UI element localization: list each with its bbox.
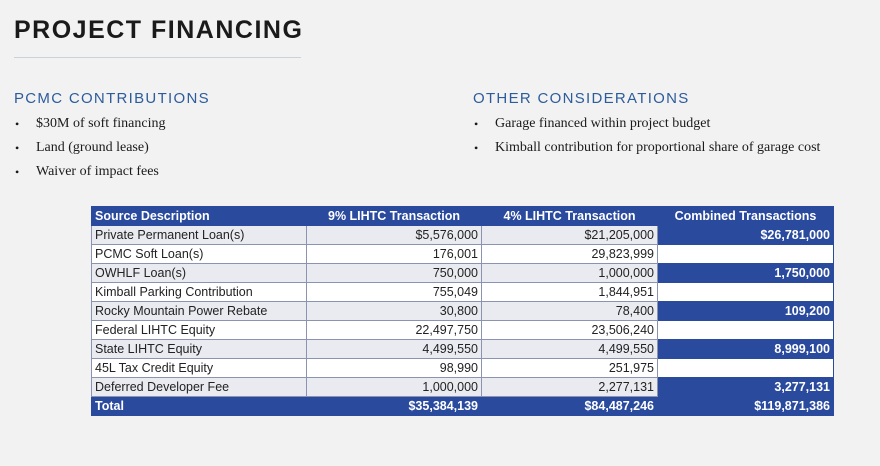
other-considerations-list [473, 112, 820, 160]
page-title: PROJECT FINANCING [14, 16, 304, 44]
total-9pct: $35,384,139 [307, 397, 482, 416]
bullet-text: Waiver of impact fees [36, 164, 159, 179]
bullet-icon: • [474, 117, 479, 131]
header-4pct-lihtc: 4% LIHTC Transaction [482, 207, 658, 226]
list-item [473, 112, 820, 136]
cell-combined: 46,003,990 [658, 321, 834, 340]
cell-4pct: 29,823,999 [482, 245, 658, 264]
pcmc-contributions-list [14, 112, 165, 184]
table-row [92, 245, 834, 264]
bullet-text: $30M of soft financing [36, 116, 166, 131]
row-label: State LIHTC Equity [92, 340, 307, 359]
table-row [92, 340, 834, 359]
cell-4pct: 4,499,550 [482, 340, 658, 359]
title-divider [14, 57, 301, 58]
bullet-text: Garage financed within project budget [495, 116, 711, 131]
cell-combined: 350,965 [658, 359, 834, 378]
cell-combined: 1,750,000 [658, 264, 834, 283]
table-header-row [92, 207, 834, 226]
cell-9pct: 755,049 [307, 283, 482, 302]
row-label: Federal LIHTC Equity [92, 321, 307, 340]
bullet-icon: • [15, 117, 20, 131]
bullet-text: Land (ground lease) [36, 140, 149, 155]
other-considerations-heading: OTHER CONSIDERATIONS [473, 90, 690, 107]
cell-combined: 8,999,100 [658, 340, 834, 359]
cell-9pct: 98,990 [307, 359, 482, 378]
cell-4pct: 251,975 [482, 359, 658, 378]
bullet-icon: • [15, 165, 20, 179]
cell-9pct: $5,576,000 [307, 226, 482, 245]
header-source-description: Source Description [92, 207, 307, 226]
financing-table [91, 206, 834, 416]
cell-9pct: 176,001 [307, 245, 482, 264]
cell-4pct: 23,506,240 [482, 321, 658, 340]
row-label: Kimball Parking Contribution [92, 283, 307, 302]
cell-9pct: 22,497,750 [307, 321, 482, 340]
list-item [473, 136, 820, 160]
row-label: Private Permanent Loan(s) [92, 226, 307, 245]
cell-combined: 3,277,131 [658, 378, 834, 397]
table-row [92, 302, 834, 321]
total-combined: $119,871,386 [658, 397, 834, 416]
cell-4pct: 1,844,951 [482, 283, 658, 302]
cell-9pct: 30,800 [307, 302, 482, 321]
list-item [14, 136, 165, 160]
table-row [92, 283, 834, 302]
cell-4pct: 2,277,131 [482, 378, 658, 397]
row-label: Rocky Mountain Power Rebate [92, 302, 307, 321]
table-row [92, 321, 834, 340]
cell-combined: $26,781,000 [658, 226, 834, 245]
bullet-icon: • [474, 141, 479, 155]
cell-9pct: 750,000 [307, 264, 482, 283]
cell-9pct: 1,000,000 [307, 378, 482, 397]
cell-4pct: 1,000,000 [482, 264, 658, 283]
cell-combined: 30,000,000 [658, 245, 834, 264]
list-item [14, 160, 165, 184]
table-row [92, 359, 834, 378]
list-item [14, 112, 165, 136]
bullet-icon: • [15, 141, 20, 155]
cell-combined: 2,600,000 [658, 283, 834, 302]
row-label: Deferred Developer Fee [92, 378, 307, 397]
table-row [92, 378, 834, 397]
bullet-text: Kimball contribution for proportional share of garage cost [495, 140, 821, 155]
total-4pct: $84,487,246 [482, 397, 658, 416]
cell-4pct: $21,205,000 [482, 226, 658, 245]
row-label: OWHLF Loan(s) [92, 264, 307, 283]
total-row [92, 397, 834, 416]
cell-4pct: 78,400 [482, 302, 658, 321]
header-combined: Combined Transactions [658, 207, 834, 226]
header-9pct-lihtc: 9% LIHTC Transaction [307, 207, 482, 226]
row-label: PCMC Soft Loan(s) [92, 245, 307, 264]
total-label: Total [92, 397, 307, 416]
cell-combined: 109,200 [658, 302, 834, 321]
cell-9pct: 4,499,550 [307, 340, 482, 359]
table-row [92, 264, 834, 283]
pcmc-contributions-heading: PCMC CONTRIBUTIONS [14, 90, 210, 107]
row-label: 45L Tax Credit Equity [92, 359, 307, 378]
table-row [92, 226, 834, 245]
